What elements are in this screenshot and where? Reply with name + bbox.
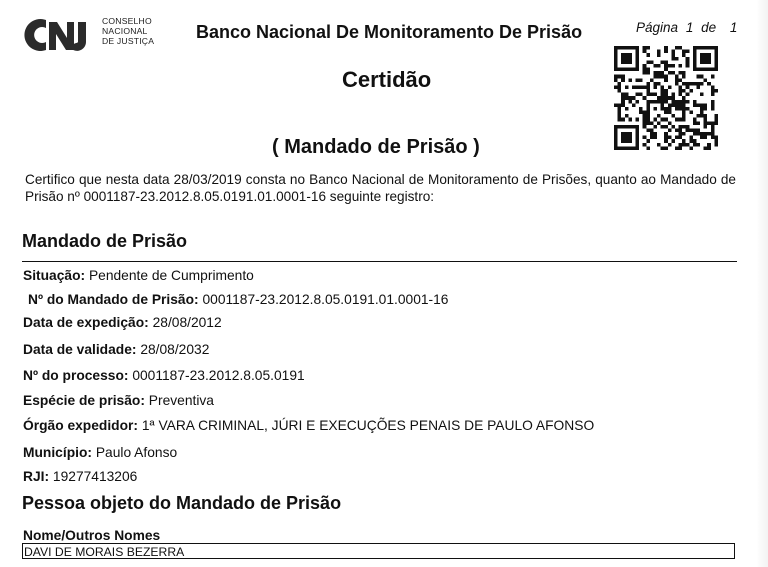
logo-wordmark bbox=[102, 16, 154, 46]
field-label: RJI: bbox=[23, 469, 50, 484]
logo-line: NACIONAL bbox=[102, 26, 148, 36]
page-indicator bbox=[636, 20, 737, 35]
field-numero-mandado bbox=[28, 292, 448, 307]
field-rji bbox=[23, 469, 137, 484]
field-value: 0001187-23.2012.8.05.0191 bbox=[132, 368, 305, 383]
field-label: Situação: bbox=[23, 268, 86, 283]
section-divider bbox=[22, 261, 737, 262]
field-value: 19277413206 bbox=[52, 469, 138, 484]
field-value: 0001187-23.2012.8.05.0191.01.0001-16 bbox=[202, 292, 449, 307]
field-label: Espécie de prisão: bbox=[23, 393, 145, 408]
certificate-text: Certifico que nesta data 28/03/2019 consta no Banco Nacional de Monitoramento de Prisões, quanto ao Mandado de Prisão nº 0001187-23.2012.8.05.0191.01.0001-16 seguinte registro: bbox=[25, 172, 736, 204]
document-subtitle: ( Mandado de Prisão ) bbox=[272, 136, 480, 158]
field-data-validade bbox=[23, 342, 209, 357]
names-value: DAVI DE MORAIS BEZERRA bbox=[24, 545, 185, 559]
field-value: Preventiva bbox=[148, 393, 214, 408]
page-edge-shadow bbox=[756, 0, 768, 567]
cnj-logo-icon bbox=[22, 16, 98, 54]
page-prefix: Página bbox=[636, 20, 679, 35]
field-label: Órgão expedidor: bbox=[23, 418, 138, 433]
field-orgao-expedidor bbox=[23, 418, 594, 433]
field-label: Data de expedição: bbox=[23, 315, 149, 330]
field-numero-processo bbox=[23, 368, 305, 383]
field-label: Nº do Mandado de Prisão: bbox=[28, 292, 199, 307]
cnj-logo bbox=[22, 14, 162, 56]
header-title: Banco Nacional De Monitoramento De Prisão bbox=[196, 22, 583, 42]
logo-line: CONSELHO bbox=[102, 16, 152, 26]
field-especie-prisao bbox=[23, 393, 214, 408]
field-value: 28/08/2012 bbox=[152, 315, 222, 330]
field-value: Paulo Afonso bbox=[95, 445, 178, 460]
field-value: 1ª VARA CRIMINAL, JÚRI E EXECUÇÕES PENAIS DE PAULO AFONSO bbox=[141, 418, 595, 433]
page-current: 1 bbox=[685, 20, 694, 35]
section-title-person: Pessoa objeto do Mandado de Prisão bbox=[22, 493, 342, 513]
field-situacao bbox=[23, 268, 254, 283]
field-municipio bbox=[23, 445, 177, 460]
field-data-expedicao bbox=[23, 315, 222, 330]
field-label: Nº do processo: bbox=[23, 368, 129, 383]
page-total: 1 bbox=[729, 20, 738, 35]
page-of: de bbox=[701, 20, 717, 35]
section-title-warrant: Mandado de Prisão bbox=[22, 231, 188, 251]
logo-line: DE JUSTIÇA bbox=[102, 36, 155, 46]
field-label: Data de validade: bbox=[23, 342, 137, 357]
field-value: 28/08/2032 bbox=[140, 342, 210, 357]
qr-code-icon bbox=[614, 46, 718, 150]
field-label: Município: bbox=[23, 445, 92, 460]
document-title: Certidão bbox=[342, 67, 432, 92]
names-label: Nome/Outros Nomes bbox=[23, 528, 161, 543]
field-value: Pendente de Cumprimento bbox=[88, 268, 254, 283]
